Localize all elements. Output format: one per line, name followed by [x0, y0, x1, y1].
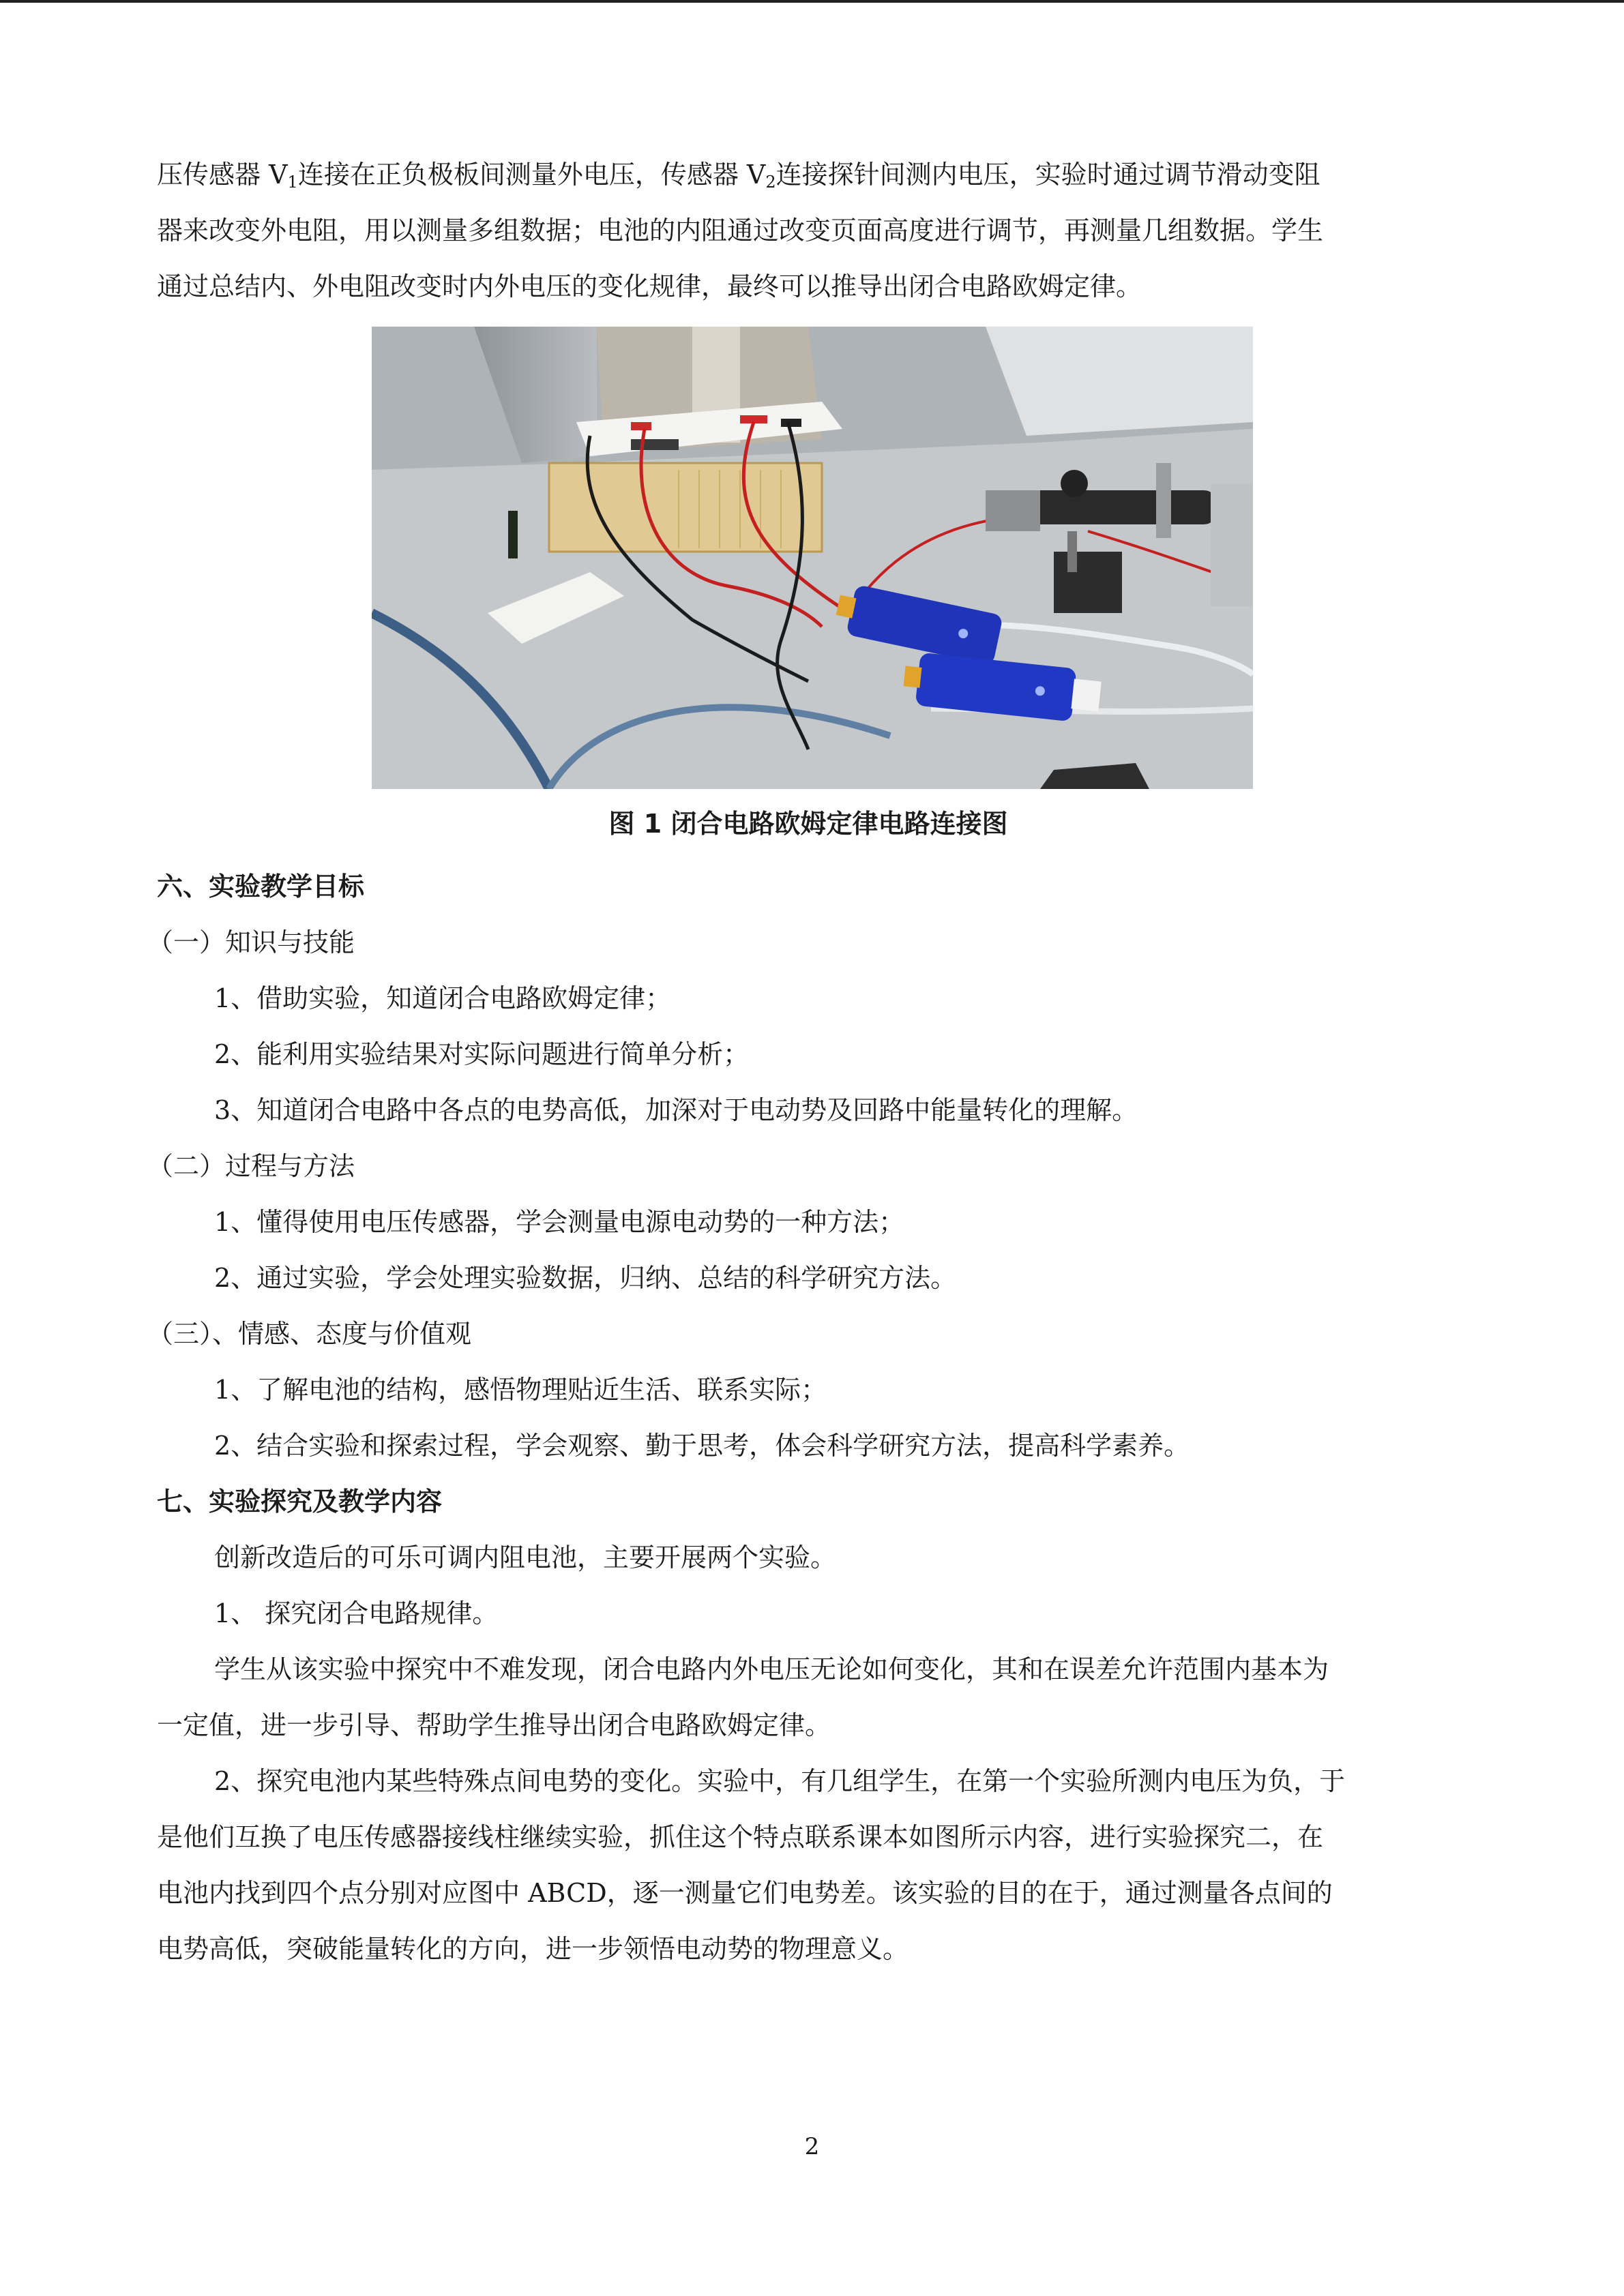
section-7-paragraph-line: 是他们互换了电压传感器接线柱继续实验，抓住这个特点联系课本如图所示内容，进行实验探究二，在 [157, 1822, 1324, 1852]
page-top-border [0, 0, 1624, 3]
figure-caption: 图 1 闭合电路欧姆定律电路连接图 [608, 809, 1008, 839]
section-7-paragraph-line: 2、探究电池内某些特殊点间电势的变化。实验中，有几组学生，在第一个实验所测内电压为负，于 [214, 1766, 1346, 1796]
section-7-paragraph-line: 创新改造后的可乐可调内阻电池，主要开展两个实验。 [214, 1542, 837, 1572]
section-6-heading: 六、实验教学目标 [157, 871, 365, 901]
objective-item: 3、知道闭合电路中各点的电势高低，加深对于电动势及回路中能量转化的理解。 [214, 1095, 1138, 1125]
page-number: 2 [804, 2133, 820, 2160]
section-7-paragraph-line: 一定值，进一步引导、帮助学生推导出闭合电路欧姆定律。 [157, 1710, 831, 1740]
document-body [147, 147, 1460, 1977]
experiment-photo [372, 327, 1253, 789]
section-7-paragraph-line: 电势高低，突破能量转化的方向，进一步领悟电动势的物理意义。 [157, 1934, 909, 1964]
intro-line-2: 器来改变外电阻，用以测量多组数据；电池的内阻通过改变页面高度进行调节，再测量几组数据。学生 [157, 215, 1324, 245]
intro-line-3: 通过总结内、外电阻改变时内外电压的变化规律，最终可以推导出闭合电路欧姆定律。 [157, 271, 1142, 301]
objective-group-3-title: （三）、情感、态度与价值观 [147, 1319, 472, 1349]
section-7-paragraph-line: 学生从该实验中探究中不难发现，闭合电路内外电压无论如何变化，其和在误差允许范围内基本为 [214, 1654, 1329, 1684]
objective-item: 1、借助实验，知道闭合电路欧姆定律； [214, 983, 672, 1013]
objective-group-1-title: （一）知识与技能 [147, 927, 355, 957]
objective-item: 2、结合实验和探索过程，学会观察、勤于思考，体会科学研究方法，提高科学素养。 [214, 1431, 1190, 1461]
objective-item: 2、通过实验，学会处理实验数据，归纳、总结的科学研究方法。 [214, 1263, 957, 1293]
objective-item: 2、能利用实验结果对实际问题进行简单分析； [214, 1039, 750, 1069]
intro-line-1: 压传感器 $V_1$连接在正负极板间测量外电压，传感器 $V_2$连接探针间测内电压，实验时通过调节滑动变阻 [157, 160, 1320, 192]
section-7-heading: 七、实验探究及教学内容 [157, 1487, 443, 1517]
objective-group-2-title: （二）过程与方法 [147, 1151, 355, 1181]
objective-item: 1、懂得使用电压传感器，学会测量电源电动势的一种方法； [214, 1207, 905, 1237]
section-7-paragraph-line: 电池内找到四个点分别对应图中 ABCD，逐一测量它们电势差。该实验的目的在于，通过测量各点间的 [157, 1878, 1333, 1908]
section-7-paragraph-line: 1、 探究闭合电路规律。 [214, 1598, 499, 1628]
objective-item: 1、了解电池的结构，感悟物理贴近生活、联系实际； [214, 1375, 827, 1405]
